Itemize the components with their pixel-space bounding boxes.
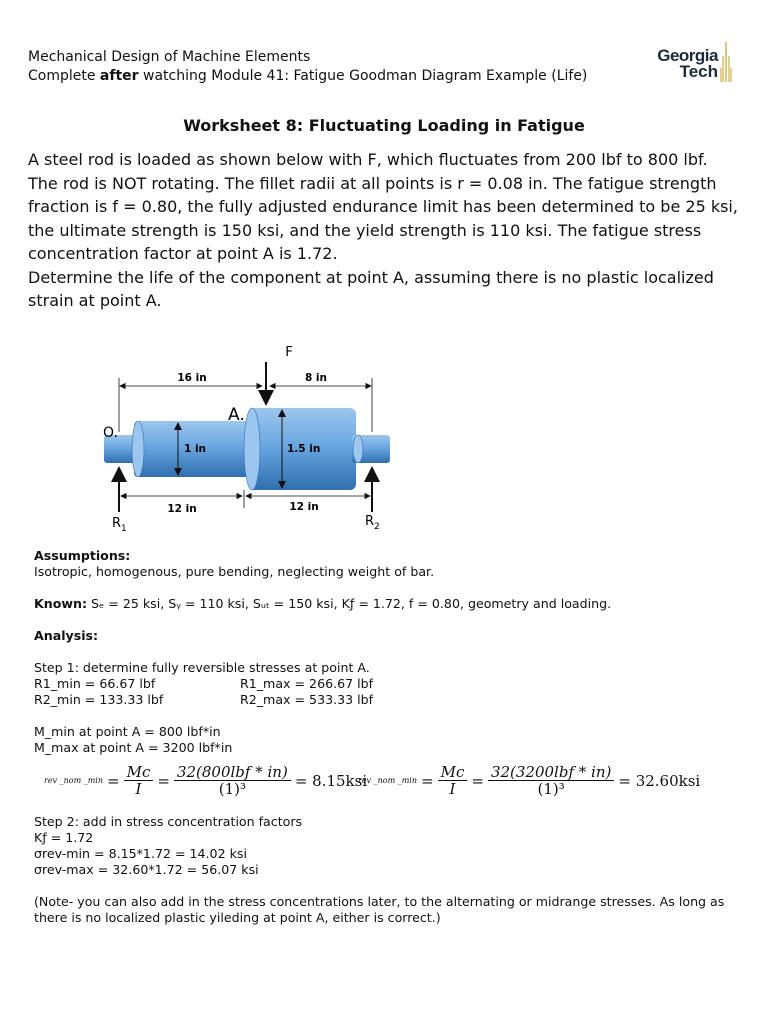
equation-min: rev _nom _min = $\frac{Mc}{I}$ = $\frac{\text{32(800lbf * in)}}{\text{(1)³}}$ = 8.15ksi [44,763,368,798]
dim-12in-left: 12 in [167,503,197,515]
reactions-row-2: R2_min = 133.33 lbf R2_max = 533.33 lbf [34,692,374,707]
dim-8in: 8 in [304,372,328,384]
assumptions-text: Isotropic, homogenous, pure bending, neglecting weight of bar. [34,564,435,579]
step1-text: Step 1: determine fully reversible stresses at point A. [34,660,370,675]
tower-icon [720,42,732,82]
problem-statement [28,148,740,313]
point-a-label: A. [228,405,245,425]
course-title: Mechanical Design of Machine Elements [28,49,311,65]
stress-equations [34,756,734,814]
georgia-tech-logo: Georgia Tech [636,46,732,86]
analysis-heading: Analysis: [34,628,99,643]
reaction-r2-label: $R_2$ [365,514,380,532]
reactions-row-1: R1_min = 66.67 lbf R1_max = 266.67 lbf [34,676,374,691]
sigma-min: σrev-min = 8.15*1.72 = 14.02 ksi [34,846,247,861]
assumptions-heading: Assumptions: [34,548,131,563]
course-header [28,48,587,86]
force-label: F [285,345,293,360]
dim-12in-right: 12 in [289,501,319,513]
sigma-max: σrev-max = 32.60*1.72 = 56.07 ksi [34,862,259,877]
diameter-small-label: 1 in [184,443,207,455]
reaction-r1-label: $R_1$ [112,516,127,534]
diameter-large-label: 1.5 in [287,443,321,455]
point-o-label: O. [103,425,118,441]
problem-paragraph: A steel rod is loaded as shown below with F, which fluctuates from 200 lbf to 800 lbf. The rod is NOT rotating. The fillet radii at all points is r = 0.08 in. The fatigue strength fraction is f = 0.80, the fully adjusted endurance limit has been determined to be 25 ksi, the ultimate strength is 150 ksi, and the yield strength is 110 ksi. The fatigue stress concentration factor at point A is 1.72. [28,150,738,263]
known-line: Known: Sₑ = 25 ksi, Sᵧ = 110 ksi, Sᵤₜ = 150 ksi, Kƒ = 1.72, f = 0.80, geometry and loading. [34,596,612,611]
worksheet-title: Worksheet 8: Fluctuating Loading in Fatigue [183,116,585,135]
note-text: (Note- you can also add in the stress concentrations later, to the alternating or midrange stresses. As long as there is no localized plastic yileding at point A, either is correct.) [34,894,725,925]
kf-value: Kƒ = 1.72 [34,830,94,845]
module-instruction: Complete after watching Module 41: Fatigue Goodman Diagram Example (Life) [28,68,588,84]
step2-text: Step 2: add in stress concentration factors [34,814,303,829]
dim-16in: 16 in [177,372,207,384]
moment-max: M_max at point A = 3200 lbf*in [34,740,233,755]
moment-min: M_min at point A = 800 lbf*in [34,724,221,739]
equation-max: rev _nom _min = $\frac{Mc}{I}$ = $\frac{\text{32(3200lbf * in)}}{\text{(1)³}}$ = 32.60ksi [358,763,701,798]
solution-section [34,548,734,926]
problem-question: Determine the life of the component at point A, assuming there is no plastic localized strain at point A. [28,267,714,310]
shaft-diagram [0,340,768,540]
